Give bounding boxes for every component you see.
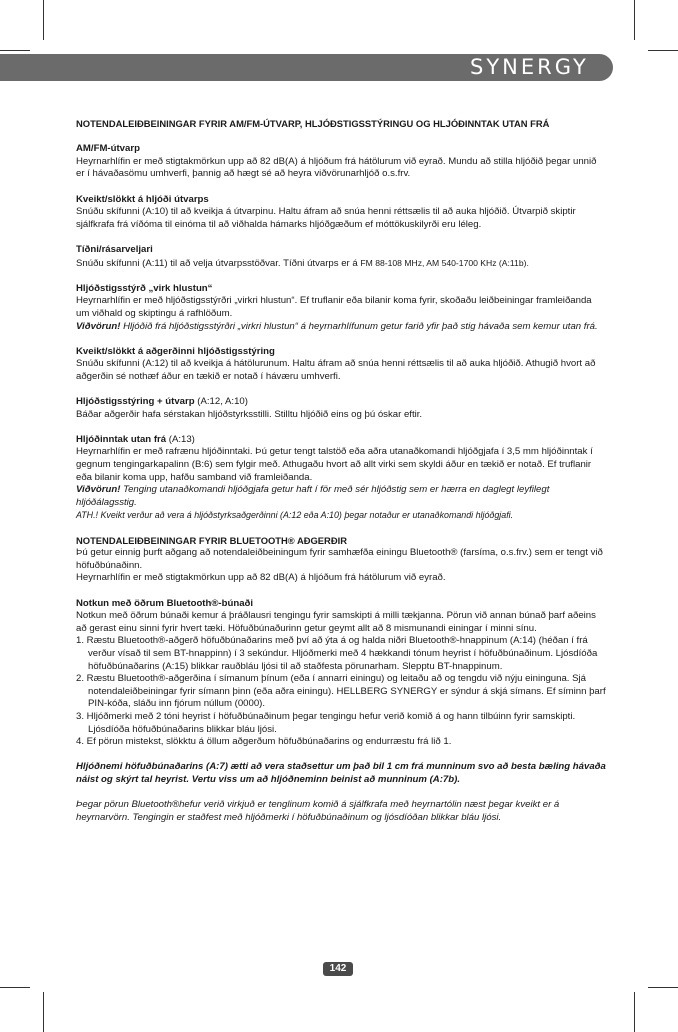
crop-mark [634,992,635,1032]
frequency-range: FM 88-108 MHz, AM 540-1700 KHz (A:11b). [360,257,529,268]
document-body [76,118,606,824]
page-number: 142 [323,962,353,976]
section-heading: Hljóðinntak utan frá [76,433,167,445]
warning-label: Viðvörun! [76,320,121,332]
paragraph: Heyrnarhlífin er með stigtakmörkun upp að 82 dB(A) á hljóðum frá hátölurum við eyrað. Mundu að stilla hljóðið þegar unnið er í hávaðasömu umhverfi, þannig að hægt sé að heyra viðvörunarhljóð o.s.frv. [76,155,597,180]
paragraph: Snúðu skífunni (A:12) til að kveikja á hátölurunum. Haltu áfram að snúa henni réttsælis til að auka hljóðið. Athugið hvort að aðgerðin sé nothæf áður en tækið er notað í háværu umhverfi. [76,358,596,382]
crop-mark [648,987,678,988]
section-heading-line [76,434,606,447]
section-heading: Kveikt/slökkt á hljóði útvarps [76,193,209,205]
section-heading: AM/FM-útvarp [76,143,140,155]
section-heading: Kveikt/slökkt á aðgerðinni hljóðstigsstýring [76,345,275,357]
list-item: 1. Ræstu Bluetooth®-aðgerð höfuðbúnaðarins með því að ýta á og halda niðri Bluetooth®-hnappinum (A:14) (héðan í frá verður vísað til sem BT-hnappinn) í 3 sekúndur. Hljóðmerki með 4 hækkandi tónum heyrist í höfuðbúnaðinum. Ljósdíóða höfuðbúnaðarins (A:15) blikkar rauðbláu ljósi til að staðfesta pörunarham. Slepptu BT-hnappinum. [76,635,598,672]
warning-label: Viðvörun! [76,484,121,496]
list-item: 3. Hljóðmerki með 2 tóni heyrist í höfuðbúnaðinum þegar tengingu hefur verið komið á og hann tilbúinn fyrir samskipti. Ljósdíóða höfuðbúnaðarins blikkar bláu ljósi. [76,710,576,735]
crop-mark [0,987,30,988]
section-heading: Tíðni/rásarveljari [76,243,153,255]
section-heading: Hljóðstigsstýring + útvarp [76,396,195,408]
section-heading-line [76,396,606,409]
microphone-note: Hljóðnemi höfuðbúnaðarins (A:7) ætti að vera staðsettur um það bil 1 cm frá munninum svo að besta bæling hávaða náist og skýrt tal heyrist. Vertu viss um að hljóðneminn beinist að munninum (A:7b). [76,761,606,785]
crop-mark [43,992,44,1032]
pairing-steps [76,635,606,748]
paragraph: Báðar aðgerðir hafa sérstakan hljóðstyrksstilli. Stilltu hljóðið eins og þú óskar eftir. [76,408,423,420]
paragraph: Heyrnarhlífin er með hljóðstigsstýrðri „virkri hlustun“. Ef truflanir eða bilanir koma fyrir, skoðaðu leiðbeiningar framleiðanda um viðhald og skiptingu á rafhlöðum. [76,295,592,319]
heading-suffix: (A:12, A:10) [194,396,248,408]
heading-suffix: (A:13) [166,433,195,445]
paragraph: Heyrnarhlífin er með rafrænu hljóðinntaki. Þú getur tengt talstöð eða aðra utanaðkomandi hljóðgjafa í 3,5 mm hljóðinntak í gegnum tengingarkapalinn (B:6) sem fylgir með. Athugaðu hvort að allt virki sem skyldi áður en tækið er notað. Ef truflanir eða bilanir koma upp, hafðu samband við framleiðanda. [76,446,593,483]
warning-text: Hljóðið frá hljóðstigsstýrðri „virkri hlustun“ á heyrnarhlífunum getur farið yfir það stig hávaða sem kemur utan frá. [120,320,598,332]
list-item: 4. Ef pörun mistekst, slökktu á öllum aðgerðum höfuðbúnaðarins og endurræstu frá lið 1. [76,736,452,748]
brand-logo: SYNERGY [470,55,589,79]
paragraph: Heyrnarhlífin er með stigtakmörkun upp að 82 dB(A) á hljóðum frá hátölurum við eyrað. [76,572,446,584]
paragraph: Þú getur einnig þurft aðgang að notendaleiðbeiningum fyrir samhæfða einingu Bluetooth® (farsíma, o.s.frv.) sem er tengt við höfuðbúnaðinn. [76,547,603,571]
crop-mark [0,50,30,51]
crop-mark [634,0,635,40]
note: ATH.! Kveikt verður að vera á hljóðstyrksaðgerðinni (A:12 eða A:10) þegar notaður er utanaðkomandi hljóðgjafi. [76,510,514,521]
bluetooth-note: Þegar pörun Bluetooth®hefur verið virkjuð er tenglinum komið á sjálfkrafa með heyrnartólin næst þegar kveikt er á heyrnarvörn. Tengingin er staðfest með hljóðmerki í höfuðbúnaðinum og ljósdíóðan blikkar bláu ljósi. [76,799,560,823]
warning [76,484,606,509]
warning [76,321,606,334]
crop-mark [648,50,678,51]
paragraph-text: Snúðu skífunni (A:11) til að velja útvarpsstöðvar. Tíðni útvarps er á [76,257,361,269]
bluetooth-title: NOTENDALEIÐBEININGAR FYRIR BLUETOOTH® AÐGERÐIR [76,534,347,546]
paragraph: Snúðu skífunni (A:10) til að kveikja á útvarpinu. Haltu áfram að snúa henni réttsælis til að auka hljóðið. Útvarpið skiptir sjálfkrafa frá víðóma til einóma til að viðhalda hámarks hljóðgæðum ef móttökuskilyrði eru léleg. [76,206,576,230]
warning-text: Tenging utanaðkomandi hljóðgjafa getur haft í för með sér hljóðstig sem er hærra en daglegt leyfilegt hljóðálagsstig. [76,484,550,508]
paragraph: Notkun með öðrum búnaði kemur á þráðlausri tengingu fyrir samskipti á milli tækjanna. Pörun við annan búnað þarf aðeins að gerast einu sinni fyrir hvert tæki. Höfuðbúnaðurinn getur geymt allt að 8 mismunandi einingar í minni sínu. [76,610,596,634]
page-title: NOTENDALEIÐBEININGAR FYRIR AM/FM-ÚTVARP, HLJÓÐSTIGSSTÝRINGU OG HLJÓÐINNTAK UTAN FRÁ [76,118,550,129]
list-item: 2. Ræstu Bluetooth®-aðgerðina í símanum þínum (eða í annarri einingu) og leitaðu að og tengdu við nýju eininguna. Sjá notendaleiðbeiningar fyrir símann þinn (eða aðra einingu). HELLBERG SYNERGY er sýndur á skjá símans. Ef síminn þarf PIN-kóða, sláðu inn fjórum núllum (0000). [76,673,606,710]
crop-mark [43,0,44,40]
section-heading: Hljóðstigsstýrð „virk hlustun“ [76,282,213,294]
paragraph [76,257,606,271]
section-heading: Notkun með öðrum Bluetooth®-búnaði [76,597,254,609]
